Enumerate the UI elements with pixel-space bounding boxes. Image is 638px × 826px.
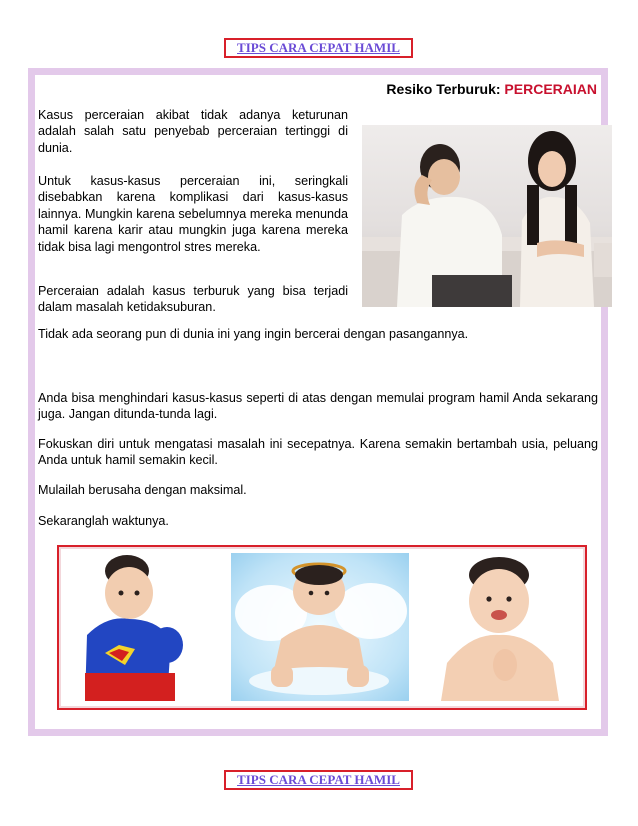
content-frame bbox=[28, 68, 608, 736]
paragraph-4: Tidak ada seorang pun di dunia ini yang ingin bercerai dengan pasangannya. bbox=[38, 327, 469, 341]
header-banner: TIPS CARA CEPAT HAMIL bbox=[224, 38, 413, 58]
babies-image-strip bbox=[57, 545, 587, 710]
baby-photo-angel bbox=[231, 553, 409, 701]
paragraph-1: Kasus perceraian akibat tidak adanya keturunan adalah salah satu penyebab perceraian tertinggi di dunia. bbox=[38, 108, 348, 155]
baby-photo-smiling bbox=[421, 553, 579, 701]
paragraph-7: Mulailah berusaha dengan maksimal. bbox=[38, 483, 247, 497]
paragraph-8: Sekaranglah waktunya. bbox=[38, 514, 169, 528]
paragraph-3: Perceraian adalah kasus terburuk yang bisa terjadi dalam masalah ketidaksuburan. bbox=[38, 284, 348, 315]
couple-photo bbox=[362, 125, 612, 307]
footer-banner: TIPS CARA CEPAT HAMIL bbox=[224, 770, 413, 790]
section-title-prefix: Resiko Terburuk: bbox=[386, 81, 505, 97]
paragraph-5: Anda bisa menghindari kasus-kasus seperti di atas dengan memulai program hamil Anda sekarang juga. Jangan ditunda-tunda lagi. bbox=[38, 391, 598, 422]
baby-photo-superman bbox=[67, 553, 217, 701]
paragraph-6: Fokuskan diri untuk mengatasi masalah ini secepatnya. Karena semakin bertambah usia, peluang Anda untuk hamil semakin kecil. bbox=[38, 437, 598, 468]
section-title-accent: PERCERAIAN bbox=[504, 81, 597, 97]
paragraph-2: Untuk kasus-kasus perceraian ini, seringkali disebabkan karena komplikasi dari kasus-kasus lainnya. Mungkin karena sebelumnya mereka menunda hamil karena karir atau mungkin juga karena mereka tidak bisa lagi mengontrol stres mereka. bbox=[38, 174, 348, 254]
section-title bbox=[386, 81, 597, 97]
